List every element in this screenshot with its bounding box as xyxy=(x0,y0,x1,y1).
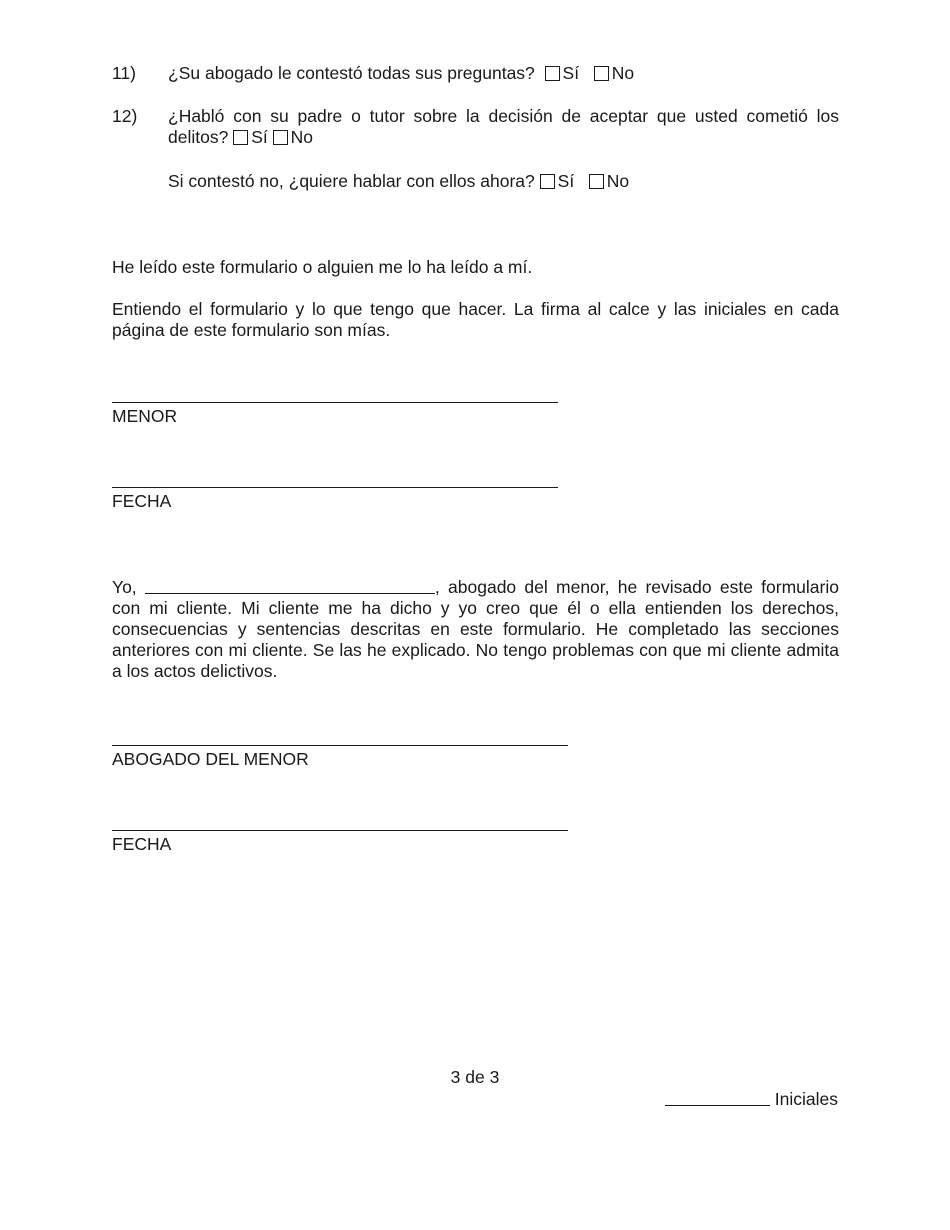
minor-label: MENOR xyxy=(112,406,178,426)
no-option[interactable]: No xyxy=(579,171,629,191)
question-11 xyxy=(112,63,839,84)
attorney-name-blank[interactable] xyxy=(145,578,435,594)
checkbox-no[interactable] xyxy=(273,130,288,145)
minor-signature-line[interactable] xyxy=(112,402,558,403)
read-statement: He leído este formulario o alguien me lo ha leído a mí. xyxy=(112,257,533,277)
yes-option[interactable]: Sí xyxy=(540,171,575,191)
attorney-date-label: FECHA xyxy=(112,834,172,854)
attorney-signature-line[interactable] xyxy=(112,745,568,746)
no-option[interactable]: No xyxy=(273,127,313,147)
checkbox-yes[interactable] xyxy=(233,130,248,145)
checkbox-yes[interactable] xyxy=(545,66,560,81)
attorney-date-line[interactable] xyxy=(112,830,568,831)
checkbox-no[interactable] xyxy=(594,66,609,81)
minor-date-line[interactable] xyxy=(112,487,558,488)
yes-option[interactable]: Sí xyxy=(540,63,579,83)
checkbox-yes[interactable] xyxy=(540,174,555,189)
page-number: 3 de 3 xyxy=(450,1067,500,1087)
question-text: ¿Habló con su padre o tutor sobre la decisión de aceptar que usted cometió los delitos? Sí No xyxy=(168,106,839,147)
question-number: 12) xyxy=(112,106,138,126)
initials-field: Iniciales xyxy=(665,1089,838,1110)
yes-option[interactable]: Sí xyxy=(233,127,268,147)
attorney-label: ABOGADO DEL MENOR xyxy=(112,749,309,769)
attorney-statement: Yo, , abogado del menor, he revisado este formulario con mi cliente. Mi cliente me ha dicho y yo creo que él o ella entienden los derechos, consecuencias y sentencias descritas en este formulario. He completado las secciones anteriores con mi cliente. Se las he explicado. No tengo problemas con que mi cliente admita a los actos delictivos. xyxy=(112,577,839,681)
question-12-followup: Si contestó no, ¿quiere hablar con ellos ahora? Sí No xyxy=(168,171,630,191)
question-text: ¿Su abogado le contestó todas sus preguntas? Sí No xyxy=(168,63,635,83)
question-12 xyxy=(112,106,839,148)
question-number: 11) xyxy=(112,63,136,83)
minor-date-label: FECHA xyxy=(112,491,172,511)
checkbox-no[interactable] xyxy=(589,174,604,189)
understand-statement: Entiendo el formulario y lo que tengo que hacer. La firma al calce y las iniciales en cada página de este formulario son mías. xyxy=(112,299,839,340)
no-option[interactable]: No xyxy=(584,63,634,83)
initials-blank[interactable] xyxy=(665,1090,770,1106)
